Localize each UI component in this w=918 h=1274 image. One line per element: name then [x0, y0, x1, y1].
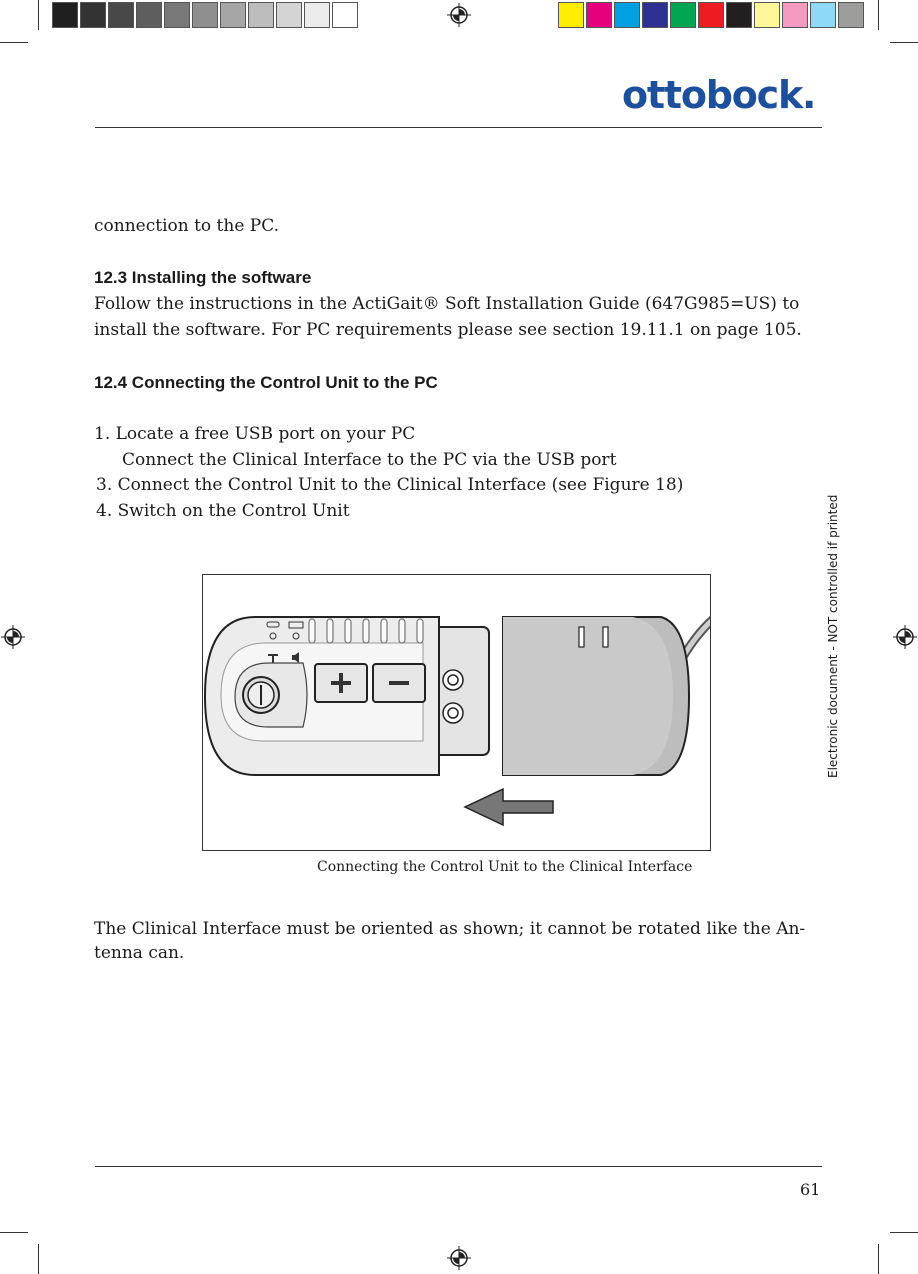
- gray-swatch: [164, 2, 190, 28]
- gray-swatch: [52, 2, 78, 28]
- gray-swatch: [192, 2, 218, 28]
- color-swatch: [586, 2, 612, 28]
- list-item: Connect the Clinical Interface to the PC via the USB port: [122, 450, 617, 470]
- header-rule: [95, 127, 822, 128]
- gray-swatch: [108, 2, 134, 28]
- registration-mark-icon: [893, 625, 917, 649]
- crop-mark: [878, 0, 879, 30]
- gray-swatch: [248, 2, 274, 28]
- color-swatch: [642, 2, 668, 28]
- gray-swatch: [276, 2, 302, 28]
- gray-swatch: [80, 2, 106, 28]
- color-swatch: [726, 2, 752, 28]
- figure-caption: Connecting the Control Unit to the Clinical Interface: [317, 859, 693, 875]
- color-swatch: [810, 2, 836, 28]
- registration-mark-icon: [447, 1246, 471, 1270]
- color-swatch: [558, 2, 584, 28]
- gray-swatch: [220, 2, 246, 28]
- side-watermark-note: Electronic document - NOT controlled if printed: [826, 494, 840, 778]
- arrow-left-icon: [465, 789, 553, 825]
- control-unit-icon: [205, 617, 489, 775]
- section-12-3-line-1: Follow the instructions in the ActiGait® Soft Installation Guide (647G985=US) to: [94, 294, 800, 314]
- crop-mark: [38, 0, 39, 30]
- crop-mark: [0, 42, 28, 43]
- note-line-2: tenna can.: [94, 943, 185, 963]
- section-heading-12-3: 12.3 Installing the software: [94, 268, 312, 287]
- clinical-interface-icon: [503, 617, 689, 775]
- list-item: 1. Locate a free USB port on your PC: [94, 424, 416, 444]
- crop-mark: [890, 42, 918, 43]
- color-swatch: [670, 2, 696, 28]
- list-item: 3. Connect the Control Unit to the Clinical Interface (see Figure 18): [96, 475, 684, 495]
- color-swatch: [782, 2, 808, 28]
- figure-connecting-control-unit: [202, 574, 711, 851]
- color-swatch: [614, 2, 640, 28]
- section-heading-12-4: 12.4 Connecting the Control Unit to the PC: [94, 373, 438, 392]
- crop-mark: [0, 1232, 28, 1233]
- gray-swatch: [304, 2, 330, 28]
- list-item: 4. Switch on the Control Unit: [96, 501, 350, 521]
- ottobock-logo: ottobock.: [622, 73, 816, 117]
- continuation-text: connection to the PC.: [94, 216, 280, 236]
- crop-mark: [890, 1232, 918, 1233]
- section-12-3-line-2: install the software. For PC requirements please see section 19.11.1 on page 105.: [94, 320, 802, 340]
- crop-mark: [38, 1244, 39, 1274]
- crop-mark: [878, 1244, 879, 1274]
- footer-rule: [95, 1166, 822, 1167]
- page-number: 61: [800, 1180, 821, 1199]
- color-swatch: [838, 2, 864, 28]
- color-swatch: [698, 2, 724, 28]
- figure-illustration: [203, 575, 711, 851]
- registration-mark-icon: [447, 3, 471, 27]
- gray-swatch: [136, 2, 162, 28]
- gray-swatch: [332, 2, 358, 28]
- note-line-1: The Clinical Interface must be oriented as shown; it cannot be rotated like the An-: [94, 919, 806, 939]
- color-swatch: [754, 2, 780, 28]
- registration-mark-icon: [1, 625, 25, 649]
